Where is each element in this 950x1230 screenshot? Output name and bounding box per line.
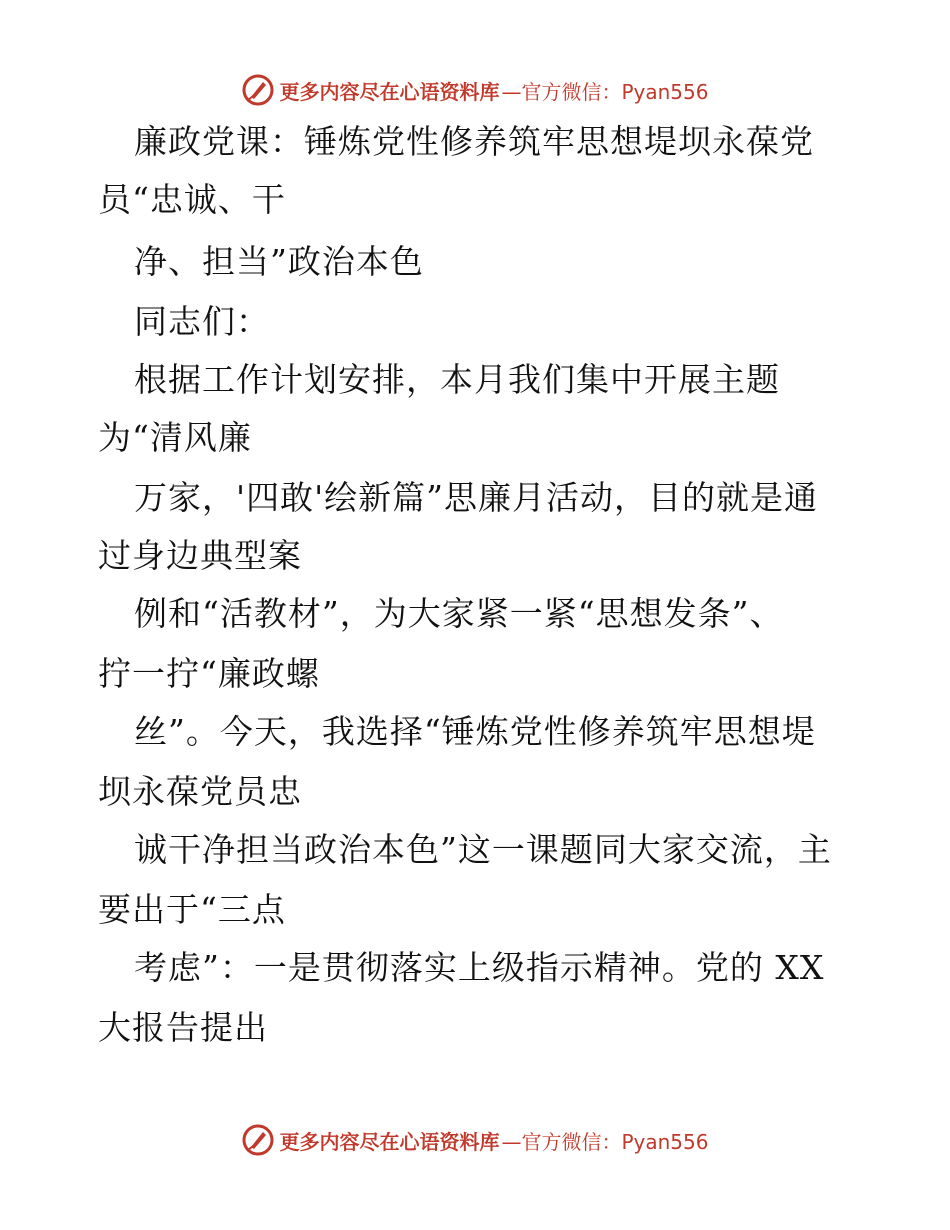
- paragraph-line: 诚干净担当政治本色”这一课题同大家交流，主: [134, 830, 832, 869]
- doc-title-line-3: 净、担当”政治本色: [134, 242, 424, 281]
- paragraph-line: 坝永葆党员忠: [98, 772, 302, 811]
- paragraph-line: 为“清风廉: [98, 418, 252, 457]
- doc-title-line-1: 廉政党课：锤炼党性修养筑牢思想堤坝永葆党: [134, 122, 814, 161]
- paragraph-line: 根据工作计划安排，本月我们集中开展主题: [134, 360, 780, 399]
- footer-brand-contact: —官方微信：Pyan556: [501, 1129, 709, 1154]
- page-header: [0, 70, 950, 110]
- paragraph-line: 过身边典型案: [98, 536, 302, 575]
- paragraph-line: 万家，'四敢'绘新篇”思廉月活动，目的就是通: [134, 478, 819, 517]
- paragraph-line: 大报告提出: [98, 1008, 268, 1047]
- salutation: 同志们：: [134, 302, 270, 341]
- paragraph-line: 丝”。今天，我选择“锤炼党性修养筑牢思想堤: [134, 712, 816, 751]
- paragraph-line: 拧一拧“廉政螺: [98, 654, 320, 693]
- doc-title-line-2: 员“忠诚、干: [98, 180, 286, 219]
- paragraph-line: 要出于“三点: [98, 890, 286, 929]
- paragraph-line: 考虑”：一是贯彻落实上级指示精神。党的 XX: [134, 948, 825, 987]
- brand-logo-icon: [241, 1123, 275, 1157]
- header-brand-name: 更多内容尽在心语资料库: [279, 79, 500, 104]
- header-brand-contact: —官方微信：Pyan556: [501, 79, 709, 104]
- footer-brand-name: 更多内容尽在心语资料库: [279, 1129, 500, 1154]
- paragraph-line: 例和“活教材”，为大家紧一紧“思想发条”、: [134, 594, 784, 633]
- page-footer: [0, 1120, 950, 1160]
- brand-logo-icon: [241, 73, 275, 107]
